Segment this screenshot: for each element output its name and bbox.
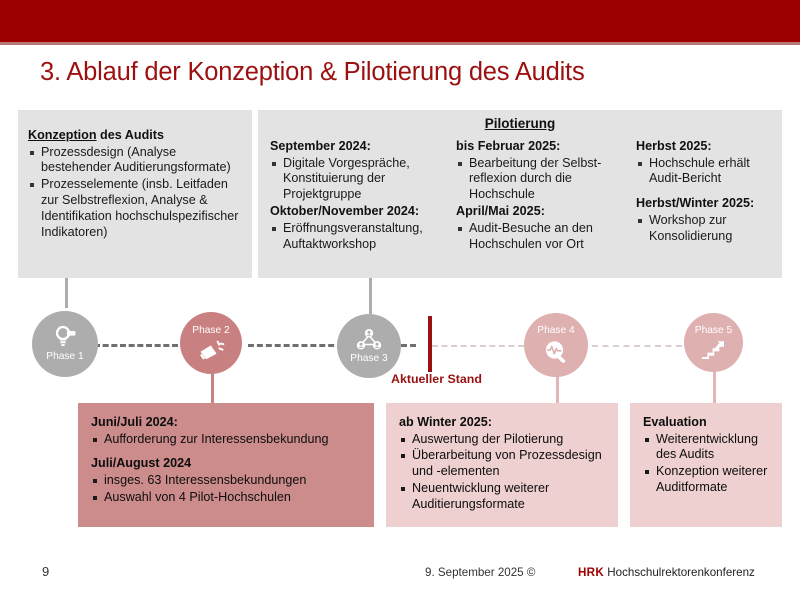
footer-date: 9. September 2025 © xyxy=(425,566,536,579)
magnifier-pulse-icon xyxy=(543,339,569,364)
node-label: Phase 5 xyxy=(694,324,733,336)
bottom-panel-phase-4 xyxy=(386,403,618,527)
group-heading: Juni/Juli 2024: xyxy=(91,415,178,429)
group-heading: ab Winter 2025: xyxy=(399,415,492,429)
group-heading: Herbst 2025: xyxy=(636,139,712,153)
group-heading: bis Februar 2025: xyxy=(456,139,561,153)
group-bullet-list xyxy=(636,213,778,245)
list-item: insges. 63 Interessensbekundungen xyxy=(91,473,362,489)
bottom-panel-phase-2 xyxy=(78,403,374,527)
timeline-node-phase-3[interactable] xyxy=(337,314,401,378)
list-item: Überarbeitung von Prozessdesign und -elementen xyxy=(399,448,606,480)
list-item: Konzeption weiterer Auditformate xyxy=(643,464,770,496)
pilotierung-heading: Pilotierung xyxy=(484,116,556,131)
stairs-arrow-icon xyxy=(701,338,727,359)
megaphone-icon xyxy=(198,339,225,360)
panel-konzeption xyxy=(18,110,252,278)
list-item: Digitale Vorgespräche, Konstituierung der Projektgruppe xyxy=(270,156,444,204)
pilotierung-column-3 xyxy=(628,139,782,254)
list-item: Hochschule erhält Audit-Bericht xyxy=(636,156,778,188)
list-item: Prozessdesign (Analyse bestehender Auditierungsformate) xyxy=(28,145,242,177)
group-heading: September 2024: xyxy=(270,139,371,153)
list-item: Workshop zur Konsolidierung xyxy=(636,213,778,245)
group-heading: April/Mai 2025: xyxy=(456,204,545,219)
group-bullet-list xyxy=(456,156,624,204)
list-item: Neuentwicklung weiterer Auditierungsformate xyxy=(399,481,606,513)
node-label: Phase 3 xyxy=(350,352,388,364)
timeline-segment-now-4 xyxy=(432,345,524,347)
list-item: Prozesselemente (insb. Leitfaden zur Selbstreflexion, Analyse & Identifikation hochschulspezifischer Indikatoren) xyxy=(28,177,242,240)
pilotierung-columns xyxy=(258,131,782,254)
konzeption-heading xyxy=(28,128,242,144)
group-bullet-list xyxy=(399,432,606,513)
group-bullet-list xyxy=(643,432,770,496)
timeline-node-phase-2[interactable] xyxy=(180,312,242,374)
stem-phase3-up xyxy=(369,278,372,314)
current-status-label: Aktueller Stand xyxy=(391,372,482,386)
konzeption-bullet-list xyxy=(28,145,242,241)
timeline-node-phase-1[interactable] xyxy=(32,311,98,377)
group-bullet-list xyxy=(91,432,362,448)
pilotierung-column-2 xyxy=(448,139,628,254)
list-item: Auswahl von 4 Pilot-Hochschulen xyxy=(91,490,362,506)
group-heading: Evaluation xyxy=(643,415,707,429)
timeline-segment-4-5 xyxy=(592,345,682,347)
timeline-node-phase-5[interactable] xyxy=(684,313,743,372)
list-item: Weiterentwicklung des Audits xyxy=(643,432,770,464)
group-bullet-list xyxy=(456,221,624,253)
list-item: Aufforderung zur Interessensbekundung xyxy=(91,432,362,448)
stem-phase5-down xyxy=(713,372,716,405)
node-label: Phase 1 xyxy=(46,351,84,363)
header-bar xyxy=(0,0,800,42)
group-bullet-list xyxy=(270,156,444,204)
brand-name: Hochschulrektorenkonferenz xyxy=(604,566,755,579)
page-title: 3. Ablauf der Konzeption & Pilotierung des Audits xyxy=(40,58,585,86)
group-heading: Juli/August 2024 xyxy=(91,456,192,471)
stem-phase1-up xyxy=(65,278,68,308)
network-people-icon xyxy=(354,328,384,351)
node-label: Phase 2 xyxy=(192,325,230,337)
list-item: Eröffnungsveranstaltung, Auftaktworkshop xyxy=(270,221,444,253)
footer-page-number: 9 xyxy=(42,564,50,579)
bottom-panel-phase-5 xyxy=(630,403,782,527)
node-label: Phase 4 xyxy=(537,325,575,337)
pilotierung-column-1 xyxy=(258,139,448,254)
group-bullet-list xyxy=(91,473,362,506)
current-status-marker xyxy=(428,316,432,372)
header-bar-shadow xyxy=(0,42,800,45)
timeline-node-phase-4[interactable] xyxy=(524,313,588,377)
group-bullet-list xyxy=(636,156,778,188)
list-item: Bearbeitung der Selbst-reflexion durch die Hochschule xyxy=(456,156,624,204)
lightbulb-icon xyxy=(52,325,78,349)
group-heading: Oktober/November 2024: xyxy=(270,204,420,219)
footer-brand xyxy=(578,566,755,579)
konzeption-heading-rest: des Audits xyxy=(96,128,164,142)
konzeption-heading-underlined: Konzeption xyxy=(28,128,97,142)
group-heading: Herbst/Winter 2025: xyxy=(636,196,755,211)
stem-phase2-down xyxy=(211,370,214,405)
panel-pilotierung xyxy=(258,110,782,278)
brand-abbreviation: HRK xyxy=(578,566,605,579)
list-item: Auswertung der Pilotierung xyxy=(399,432,606,448)
group-bullet-list xyxy=(270,221,444,253)
list-item: Audit-Besuche an den Hochschulen vor Ort xyxy=(456,221,624,253)
